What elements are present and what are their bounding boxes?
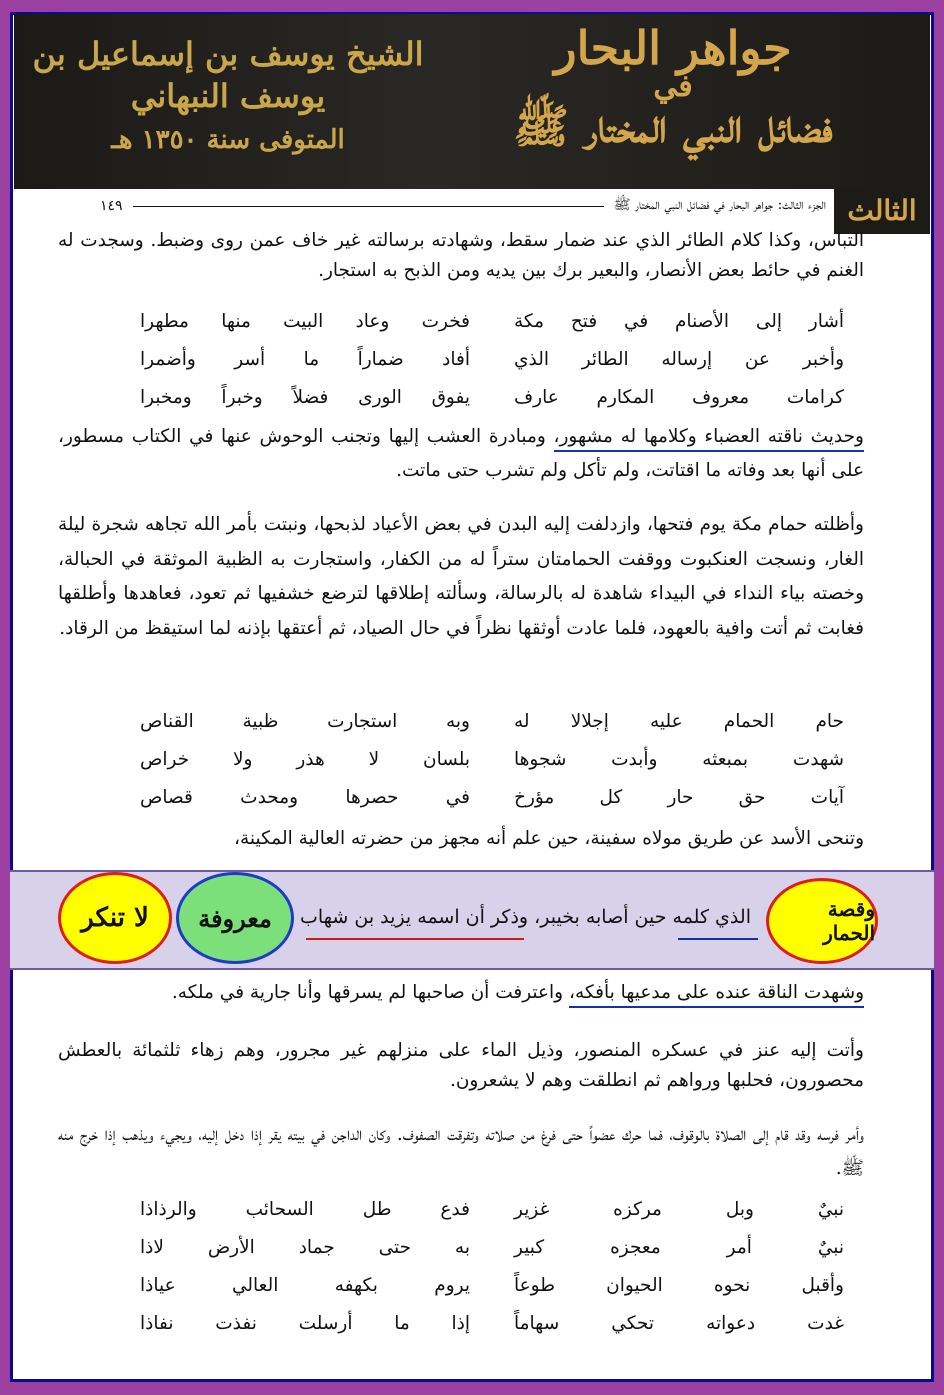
underlined-phrase: وحديث ناقته العضباء وكلامها له مشهور، [554, 426, 864, 452]
book-title [438, 21, 908, 154]
paragraph-2 [58, 420, 864, 488]
verse-hemistich: إذا ما أرسلت نفذت نفاذا [140, 1312, 470, 1334]
verse-row [140, 302, 844, 340]
paragraph-4-text: وتنحى الأسد عن طريق مولاه سفينة، حين علم أنه مجهز من حضرته العالية المكينة، [234, 828, 864, 849]
verse-row [140, 1266, 844, 1304]
verse-hemistich: كرامات معروف المكارم عارف [514, 386, 844, 408]
underlined-phrase: وشهدت الناقة عنده على مدعيها بأفكه، [569, 982, 864, 1008]
verse-hemistich: وبه استجارت ظبية القناص [140, 710, 470, 732]
paragraph-1-text: التباس، وكذا كلام الطائر الذي عند ضمار سقط، وشهادته برسالته غير خاف عمن روى وضبط. وسجدت له الغنم في حائط بعض الأنصار، والبعير برك بين يديه ومن الذبح به استجار. [58, 230, 864, 281]
verse-hemistich: حام الحمام عليه إجلالا له [514, 710, 844, 732]
author-name: الشيخ يوسف بن إسماعيل بن يوسف النبهاني [32, 35, 424, 115]
verse-row [140, 1228, 844, 1266]
verse-hemistich: شهدت بمبعثه وأبدت شجوها [514, 748, 844, 770]
paragraph-5 [58, 978, 864, 1008]
paragraph-5-text: واعترفت أن صاحبها لم يسرقها وأنا جارية في ملكه. [171, 982, 569, 1003]
page-number: ١٤٩ [100, 198, 123, 214]
book-title-line1: جواهر البحار [554, 21, 792, 75]
paragraph-2-text: ومبادرة العشب إليها وتجنب الوحوش عنها في الكتاب مسطور، على أنها بعد وفاته ما اقتاتت، ولم تأكل ولم تشرب حتى ماتت. [58, 426, 864, 481]
paragraph-3 [58, 508, 864, 646]
verse-hemistich: نبيٌ وبل مركزه غزير [514, 1198, 844, 1220]
running-header [100, 193, 826, 219]
verse-hemistich: به حتى جماد الأرض لاذا [140, 1236, 470, 1258]
running-title: الجزء الثالث: جواهر البحار في فضائل النبي المختار ﷺ [613, 197, 826, 213]
band-underline-blue [678, 938, 758, 940]
band-underline-red [306, 938, 524, 940]
oval-known-label: معروفة [176, 872, 294, 964]
verse-hemistich: وأخبر عن إرساله الطائر الذي [514, 348, 844, 370]
band-text: الذي كلمه حين أصابه بخيبر، وذكر أن اسمه يزيد بن شهاب [300, 906, 751, 928]
book-title-line2: في [653, 69, 693, 105]
verse-hemistich: بلسان لا هذر ولا خراص [140, 748, 470, 770]
paragraph-6-text: وأتت إليه عنز في عسكره المنصور، وذيل الماء على منزلهم غير مجرور، وهم زهاء ثلثمائة بالعطش محصورون، فحلبها ورواهم ثم انطلقت وهم لا يشعرون. [58, 1040, 864, 1091]
verse-row [140, 740, 844, 778]
verse-block-2 [140, 702, 844, 816]
verse-row [140, 778, 844, 816]
verse-block-1 [140, 302, 844, 416]
verse-hemistich: يروم بكهفه العالي عياذا [140, 1274, 470, 1296]
book-title-line3: فضائل النبي المختار ﷺ [513, 99, 833, 154]
verse-hemistich: وأقبل نحوه الحيوان طوعاً [514, 1274, 844, 1296]
verse-hemistich: أفاد ضماراً ما أسر وأضمرا [140, 348, 470, 370]
verse-hemistich: نبيٌ أمر معجزه كبير [514, 1236, 844, 1258]
death-date: المتوفى سنة ١٣٥٠ هـ [111, 125, 345, 156]
book-banner [14, 14, 930, 189]
paragraph-7 [58, 1118, 864, 1186]
verse-hemistich: غدت دعواته تحكي سهاماً [514, 1312, 844, 1334]
verse-row [140, 340, 844, 378]
verse-row [140, 1304, 844, 1342]
verse-hemistich: أشار إلى الأصنام في فتح مكة [514, 310, 844, 332]
paragraph-3-text: وأظلته حمام مكة يوم فتحها، وازدلفت إليه البدن في بعض الأعياد لذبحها، ونبتت بأمر الله تجاهه شجرة ليلة الغار، ونسجت العنكبوت ووقفت الحمامتان ستراً له من الكفار، واستجارت به الظبية الموثقة في الحبالة، وخصته بياء النداء في البيداء شاهدة له بالرسالة، وسألته إطلاقها لترضع خشفيها ثم تعود، فعاهدها وأطلقها فغابت ثم أتت وافية بالعهود، فلما عادت أوثقها نظراً في حال الصياد، ثم أعتقها بإذنه لما استيقظ من الرقاد. [58, 514, 864, 639]
paragraph-1 [58, 226, 864, 286]
verse-row [140, 1190, 844, 1228]
verse-block-3 [140, 1190, 844, 1342]
author-block [28, 34, 428, 155]
verse-hemistich: يفوق الورى فضلاً وخبراً ومخبرا [140, 386, 470, 408]
oval-story-label: وقصة الحمار [766, 878, 878, 964]
volume-badge: الثالث [834, 188, 930, 234]
verse-hemistich: في حصرها ومحدث قصاص [140, 786, 470, 808]
paragraph-6 [58, 1036, 864, 1096]
verse-hemistich: فدع طل السحائب والرذاذا [140, 1198, 470, 1220]
verse-row [140, 378, 844, 416]
oval-undeniable-label: لا تنكر [58, 872, 172, 964]
header-rule [133, 206, 604, 207]
paragraph-4 [58, 824, 864, 854]
verse-row [140, 702, 844, 740]
verse-hemistich: آيات حق حار كل مؤرخ [514, 786, 844, 808]
paragraph-7-text: وأمر فرسه وقد قام إلى الصلاة بالوقوف، فما حرك عضواً حتى فرغ من صلاته وتفرقت الصفوف. وكان الداجن في بيته يقر إذا دخل إليه، ويجيء ويذهب إذا خرج منه ﷺ. [58, 1124, 864, 1179]
verse-hemistich: فخرت وعاد البيت منها مطهرا [140, 310, 470, 332]
